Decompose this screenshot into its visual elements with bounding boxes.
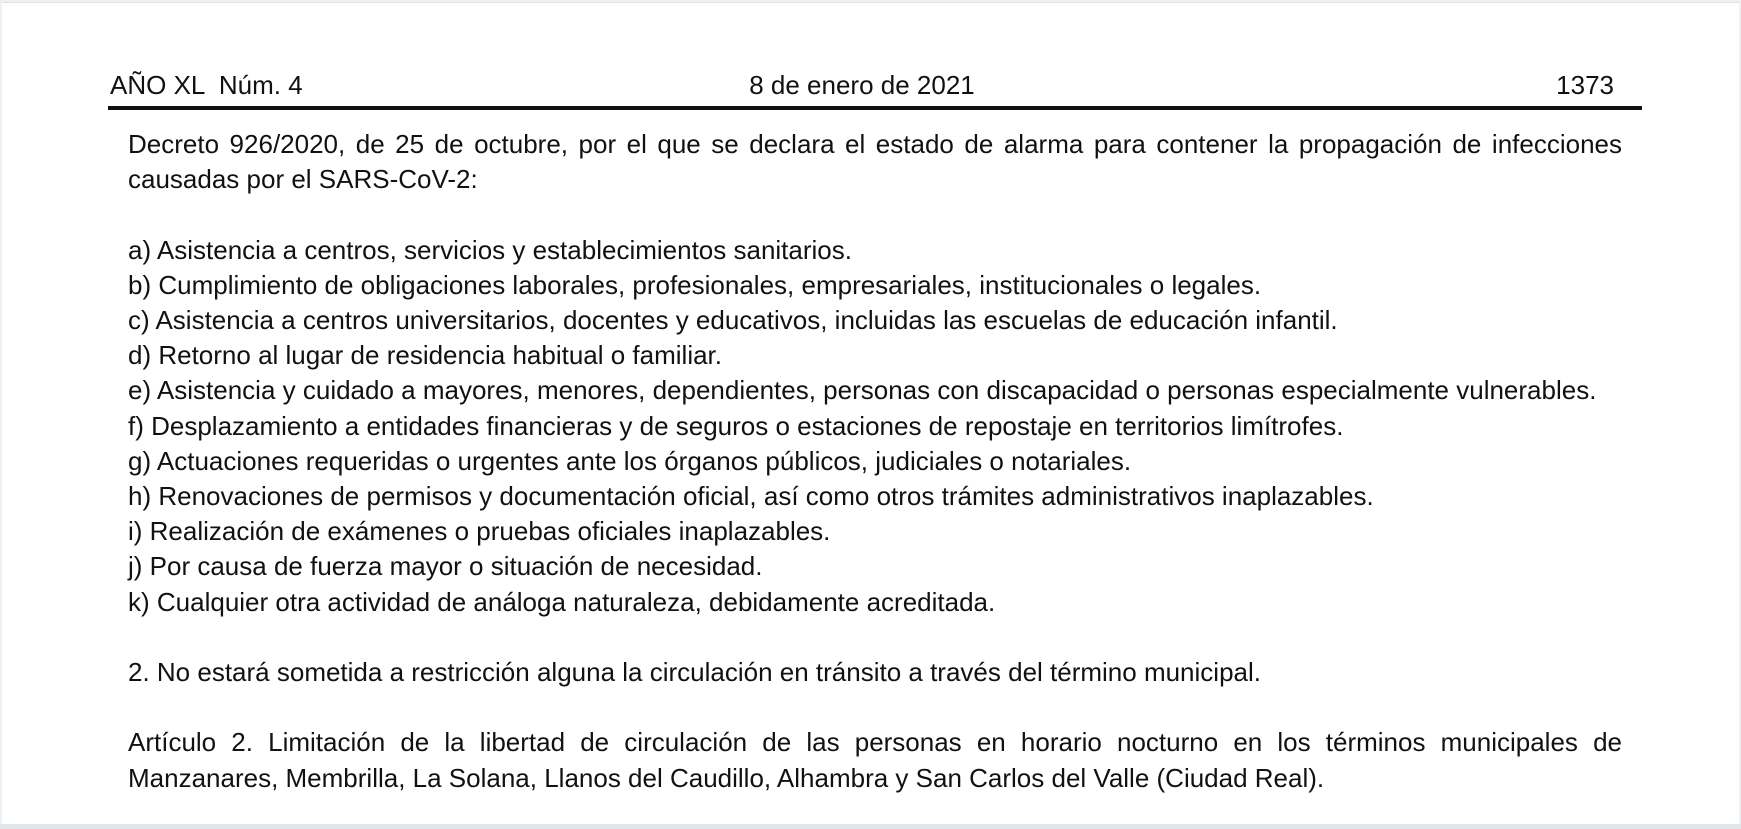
list-item-j: j) Por causa de fuerza mayor o situación de necesidad.	[128, 551, 763, 582]
list-item-h: h) Renovaciones de permisos y documentación oficial, así como otros trámites administrativos inaplazables.	[128, 481, 1374, 512]
publication-date: 8 de enero de 2021	[749, 70, 975, 100]
list-item-a: a) Asistencia a centros, servicios y establecimientos sanitarios.	[128, 234, 852, 265]
header-divider	[108, 106, 1642, 110]
list-item-k: k) Cualquier otra actividad de análoga naturaleza, debidamente acreditada.	[128, 586, 996, 617]
document-page	[2, 2, 1739, 829]
list-item-g: g) Actuaciones requeridas o urgentes ante los órganos públicos, judiciales o notariales.	[128, 445, 1132, 476]
list-item-e: e) Asistencia y cuidado a mayores, menores, dependientes, personas con discapacidad o personas especialmente vulnerables.	[128, 375, 1597, 406]
paragraph-spacer	[128, 620, 1622, 655]
list-item-d: d) Retorno al lugar de residencia habitual o familiar.	[128, 340, 723, 371]
list-item-c: c) Asistencia a centros universitarios, docentes y educativos, incluidas las escuelas de educación infantil.	[128, 305, 1338, 335]
intro-paragraph: Decreto 926/2020, de 25 de octubre, por el que se declara el estado de alarma para contener la propagación de infecciones causadas por el SARS-CoV-2:	[128, 129, 1622, 195]
document-body	[128, 127, 1622, 796]
list-item-b: b) Cumplimiento de obligaciones laborales, profesionales, empresariales, institucionales o legales.	[128, 269, 1262, 300]
paragraph-spacer	[128, 197, 1622, 232]
page-header	[110, 69, 1614, 101]
point-2-paragraph: 2. No estará sometida a restricción alguna la circulación en tránsito a través del término municipal.	[128, 657, 1261, 688]
list-item-f: f) Desplazamiento a entidades financieras y de seguros o estaciones de repostaje en territorios limítrofes.	[128, 410, 1344, 441]
viewer-bottom-edge	[0, 824, 1741, 829]
article-2-heading: Artículo 2. Limitación de la libertad de circulación de las personas en horario nocturno en los términos municipales de Manzanares, Membrilla, La Solana, Llanos del Caudillo, Alhambra y San Carlos del Valle (Ciudad Real).	[128, 727, 1622, 793]
issue-number: AÑO XL Núm. 4	[110, 70, 303, 100]
list-item-i: i) Realización de exámenes o pruebas oficiales inaplazables.	[128, 516, 831, 547]
paragraph-spacer	[128, 690, 1622, 725]
page-number: 1373	[1556, 70, 1614, 100]
